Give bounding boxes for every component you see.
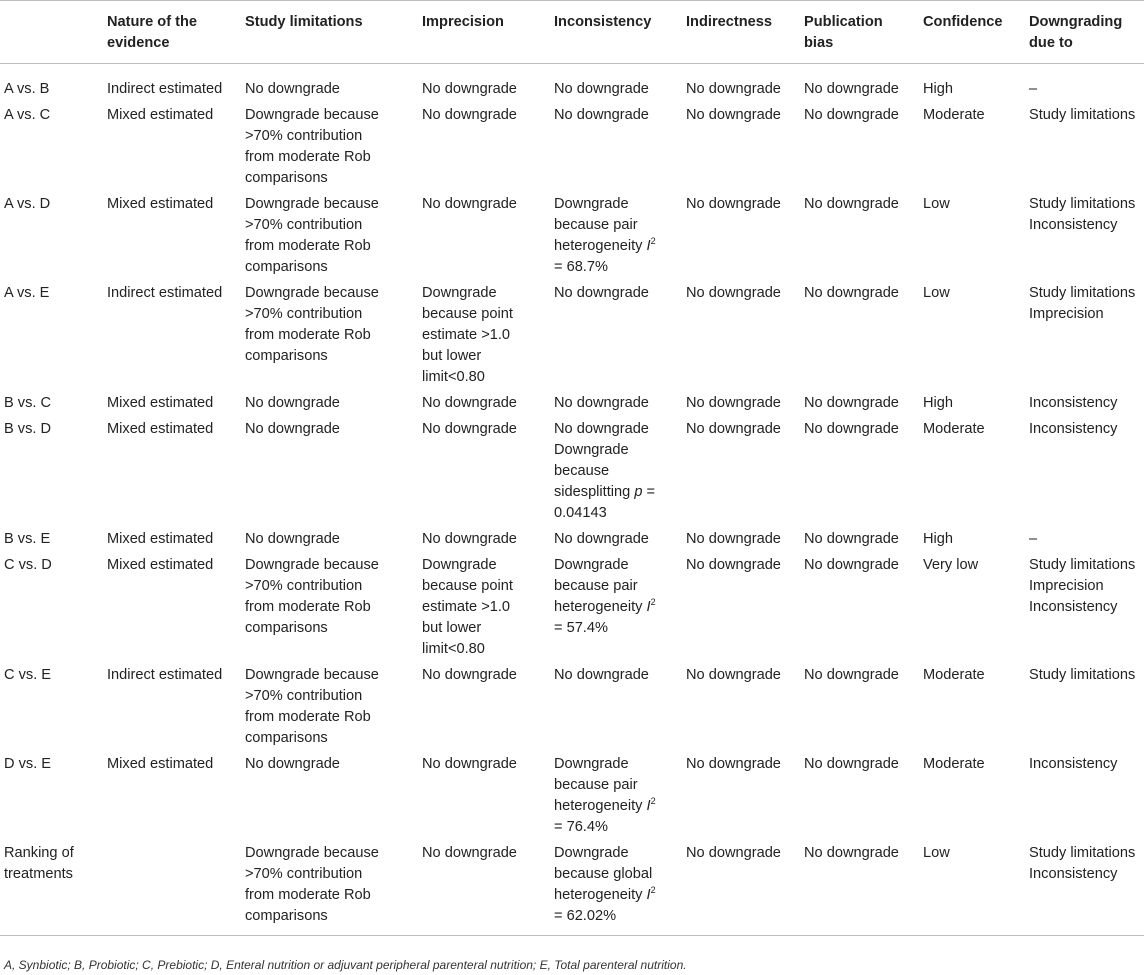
cell-imprecision <box>422 103 554 192</box>
cell-text: C vs. E <box>4 667 52 683</box>
cell-text: comparisons <box>245 348 328 364</box>
cell-text: No downgrade <box>422 81 517 97</box>
cell-text: No downgrade <box>554 667 649 683</box>
cell-text: from moderate Rob <box>245 149 371 165</box>
cell-publication-bias <box>804 417 923 527</box>
cell-blank <box>0 417 107 527</box>
cell-downgrading-due-to <box>1029 281 1144 391</box>
cell-text: No downgrade <box>422 531 517 547</box>
column-header-publication-bias <box>804 1 923 64</box>
column-header-inconsistency <box>554 1 686 64</box>
cell-nature-of-the-evidence <box>107 417 245 527</box>
cell-text: Mixed estimated <box>107 421 214 437</box>
cell-text: No downgrade <box>554 285 649 301</box>
table-row <box>0 841 1144 936</box>
cell-blank <box>0 391 107 417</box>
cell-text: Downgrade because <box>245 557 379 573</box>
cell-text: No downgrade <box>804 81 899 97</box>
cell-text: >70% contribution <box>245 306 363 322</box>
cell-nature-of-the-evidence <box>107 391 245 417</box>
cell-text: No downgrade <box>245 395 340 411</box>
cell-text: No downgrade <box>422 421 517 437</box>
cell-imprecision <box>422 417 554 527</box>
cell-text: Moderate <box>923 756 985 772</box>
cell-confidence <box>923 417 1029 527</box>
cell-text: – <box>1029 531 1038 547</box>
cell-text: Inconsistency <box>1029 756 1118 772</box>
header-text: Nature of the <box>107 14 197 30</box>
cell-study-limitations <box>245 64 422 104</box>
table-row <box>0 391 1144 417</box>
cell-confidence <box>923 64 1029 104</box>
cell-text: Moderate <box>923 421 985 437</box>
cell-text: because pair <box>554 578 638 594</box>
cell-blank <box>0 192 107 281</box>
cell-text: Imprecision <box>1029 306 1104 322</box>
cell-text: No downgrade <box>245 421 340 437</box>
cell-text: = 68.7% <box>554 259 608 275</box>
cell-text: because global <box>554 866 653 882</box>
cell-text: limit<0.80 <box>422 641 485 657</box>
cell-inconsistency <box>554 417 686 527</box>
column-header-confidence <box>923 1 1029 64</box>
cell-text: Downgrade <box>422 285 497 301</box>
cell-text: Downgrade because <box>245 285 379 301</box>
cell-text: because pair <box>554 777 638 793</box>
cell-text: Study limitations <box>1029 107 1136 123</box>
cell-text: No downgrade <box>422 196 517 212</box>
table-row <box>0 553 1144 663</box>
cell-downgrading-due-to <box>1029 417 1144 527</box>
cell-text: Very low <box>923 557 979 573</box>
cell-text: because point <box>422 306 513 322</box>
cell-text: Mixed estimated <box>107 196 214 212</box>
cell-text: No downgrade <box>554 395 649 411</box>
cell-text: = 62.02% <box>554 908 617 924</box>
cell-nature-of-the-evidence <box>107 527 245 553</box>
cell-text: heterogeneity $I^2$ <box>554 236 656 254</box>
cell-imprecision <box>422 553 554 663</box>
cell-text: No downgrade <box>804 285 899 301</box>
cell-text: Inconsistency <box>1029 217 1118 233</box>
cell-text: Study limitations <box>1029 845 1136 861</box>
cell-text: A vs. C <box>4 107 51 123</box>
cell-inconsistency <box>554 553 686 663</box>
cell-text: but lower <box>422 348 482 364</box>
cell-text: Inconsistency <box>1029 866 1118 882</box>
cell-text: >70% contribution <box>245 217 363 233</box>
cell-text: from moderate Rob <box>245 887 371 903</box>
cell-text: Downgrade because <box>245 107 379 123</box>
cell-text: No downgrade <box>422 107 517 123</box>
cell-indirectness <box>686 553 804 663</box>
cell-publication-bias <box>804 663 923 752</box>
cell-text: >70% contribution <box>245 578 363 594</box>
cell-text: comparisons <box>245 620 328 636</box>
cell-text: Study limitations <box>1029 667 1136 683</box>
cell-imprecision <box>422 841 554 936</box>
cell-text: >70% contribution <box>245 128 363 144</box>
cell-text: No downgrade <box>686 421 781 437</box>
cell-text: No downgrade <box>804 395 899 411</box>
cell-text: No downgrade <box>422 395 517 411</box>
cell-nature-of-the-evidence <box>107 64 245 104</box>
cell-indirectness <box>686 417 804 527</box>
cell-text: Inconsistency <box>1029 421 1118 437</box>
cell-text: >70% contribution <box>245 688 363 704</box>
cell-text: Study limitations <box>1029 557 1136 573</box>
table-row <box>0 192 1144 281</box>
cell-text: No downgrade <box>804 107 899 123</box>
cell-inconsistency <box>554 103 686 192</box>
cell-study-limitations <box>245 553 422 663</box>
header-text: Imprecision <box>422 14 504 30</box>
cell-text: No downgrade <box>686 196 781 212</box>
cell-text: Mixed estimated <box>107 756 214 772</box>
cell-text: comparisons <box>245 170 328 186</box>
cell-confidence <box>923 527 1029 553</box>
header-text: Indirectness <box>686 14 772 30</box>
cell-inconsistency <box>554 64 686 104</box>
cell-text: No downgrade <box>554 421 649 437</box>
cell-text: Mixed estimated <box>107 557 214 573</box>
column-header-downgrading-due-to <box>1029 1 1144 64</box>
cell-text: sidesplitting p = <box>554 484 656 500</box>
cell-indirectness <box>686 527 804 553</box>
table-row <box>0 281 1144 391</box>
cell-imprecision <box>422 64 554 104</box>
cell-text: No downgrade <box>804 196 899 212</box>
cell-publication-bias <box>804 553 923 663</box>
cell-confidence <box>923 553 1029 663</box>
cell-text: No downgrade <box>804 845 899 861</box>
cell-text: Mixed estimated <box>107 395 214 411</box>
cell-publication-bias <box>804 527 923 553</box>
cell-text: Low <box>923 285 950 301</box>
table-header <box>0 1 1144 64</box>
header-text: due to <box>1029 35 1073 51</box>
cell-text: No downgrade <box>554 531 649 547</box>
cell-text: Downgrade because <box>245 845 379 861</box>
cell-text: No downgrade <box>804 421 899 437</box>
cell-confidence <box>923 841 1029 936</box>
cell-text: = 76.4% <box>554 819 608 835</box>
cell-study-limitations <box>245 281 422 391</box>
cell-text: C vs. D <box>4 557 52 573</box>
cell-text: Indirect estimated <box>107 285 223 301</box>
cell-text: from moderate Rob <box>245 599 371 615</box>
cell-text: from moderate Rob <box>245 238 371 254</box>
cell-study-limitations <box>245 527 422 553</box>
table-body <box>0 64 1144 936</box>
cell-text: No downgrade <box>686 756 781 772</box>
column-header-nature-of-the-evidence <box>107 1 245 64</box>
cell-study-limitations <box>245 752 422 841</box>
cell-downgrading-due-to <box>1029 527 1144 553</box>
cell-downgrading-due-to <box>1029 103 1144 192</box>
cell-text: No downgrade <box>245 81 340 97</box>
cell-indirectness <box>686 281 804 391</box>
cell-text: Inconsistency <box>1029 395 1118 411</box>
cell-text: Mixed estimated <box>107 531 214 547</box>
cell-inconsistency <box>554 192 686 281</box>
cell-text: No downgrade <box>686 285 781 301</box>
cell-blank <box>0 553 107 663</box>
cell-text: No downgrade <box>422 667 517 683</box>
cell-text: comparisons <box>245 730 328 746</box>
cell-text: 0.04143 <box>554 505 607 521</box>
cell-text: Mixed estimated <box>107 107 214 123</box>
cell-text: No downgrade <box>686 667 781 683</box>
cell-blank <box>0 752 107 841</box>
cell-text: No downgrade <box>804 756 899 772</box>
cell-text: Downgrade <box>554 442 629 458</box>
cell-text: No downgrade <box>686 557 781 573</box>
cell-text: No downgrade <box>804 557 899 573</box>
cell-confidence <box>923 752 1029 841</box>
cell-nature-of-the-evidence <box>107 192 245 281</box>
cell-text: limit<0.80 <box>422 369 485 385</box>
cell-text: estimate >1.0 <box>422 327 511 343</box>
cell-text: Downgrade <box>422 557 497 573</box>
cell-text: Inconsistency <box>1029 599 1118 615</box>
cell-text: from moderate Rob <box>245 709 371 725</box>
cell-study-limitations <box>245 417 422 527</box>
cell-downgrading-due-to <box>1029 192 1144 281</box>
cell-publication-bias <box>804 391 923 417</box>
cell-text: No downgrade <box>554 81 649 97</box>
cell-nature-of-the-evidence <box>107 663 245 752</box>
cell-text: No downgrade <box>686 531 781 547</box>
cell-blank <box>0 663 107 752</box>
cell-text: No downgrade <box>422 845 517 861</box>
cell-study-limitations <box>245 841 422 936</box>
cell-text: Downgrade <box>554 557 629 573</box>
cell-publication-bias <box>804 752 923 841</box>
cell-imprecision <box>422 391 554 417</box>
cell-indirectness <box>686 391 804 417</box>
cell-imprecision <box>422 752 554 841</box>
cell-text: Low <box>923 196 950 212</box>
cell-nature-of-the-evidence <box>107 841 245 936</box>
cell-text: No downgrade <box>245 756 340 772</box>
header-text: Study limitations <box>245 14 363 30</box>
cell-downgrading-due-to <box>1029 553 1144 663</box>
column-header-imprecision <box>422 1 554 64</box>
cell-inconsistency <box>554 391 686 417</box>
cell-text: Low <box>923 845 950 861</box>
cell-text: Moderate <box>923 667 985 683</box>
cell-text: Downgrade <box>554 196 629 212</box>
cell-text: Ranking of <box>4 845 74 861</box>
cell-nature-of-the-evidence <box>107 553 245 663</box>
cell-indirectness <box>686 841 804 936</box>
cell-imprecision <box>422 192 554 281</box>
column-header-indirectness <box>686 1 804 64</box>
cell-text: No downgrade <box>804 667 899 683</box>
cell-text: because point <box>422 578 513 594</box>
table-row <box>0 417 1144 527</box>
cell-publication-bias <box>804 192 923 281</box>
cell-indirectness <box>686 103 804 192</box>
header-text: Confidence <box>923 14 1003 30</box>
cell-text: from moderate Rob <box>245 327 371 343</box>
cell-downgrading-due-to <box>1029 391 1144 417</box>
cell-text: No downgrade <box>686 845 781 861</box>
cell-text: A vs. D <box>4 196 51 212</box>
cell-text: >70% contribution <box>245 866 363 882</box>
cell-indirectness <box>686 192 804 281</box>
cell-inconsistency <box>554 841 686 936</box>
cell-text: but lower <box>422 620 482 636</box>
column-header-blank <box>0 1 107 64</box>
cell-study-limitations <box>245 103 422 192</box>
cell-blank <box>0 527 107 553</box>
table-row <box>0 64 1144 104</box>
cell-text: because <box>554 463 610 479</box>
cell-imprecision <box>422 281 554 391</box>
cell-confidence <box>923 663 1029 752</box>
cell-blank <box>0 841 107 936</box>
cell-indirectness <box>686 752 804 841</box>
cell-text: Indirect estimated <box>107 81 223 97</box>
cell-text: – <box>1029 81 1038 97</box>
cell-indirectness <box>686 663 804 752</box>
cell-confidence <box>923 281 1029 391</box>
cell-text: Downgrade because <box>245 667 379 683</box>
cell-text: B vs. D <box>4 421 52 437</box>
cell-text: Downgrade because <box>245 196 379 212</box>
table-row <box>0 663 1144 752</box>
cell-downgrading-due-to <box>1029 752 1144 841</box>
cell-inconsistency <box>554 527 686 553</box>
cell-text: No downgrade <box>554 107 649 123</box>
cell-study-limitations <box>245 663 422 752</box>
cell-nature-of-the-evidence <box>107 103 245 192</box>
cell-downgrading-due-to <box>1029 64 1144 104</box>
cell-text: Study limitations <box>1029 196 1136 212</box>
cell-study-limitations <box>245 391 422 417</box>
cell-text: No downgrade <box>245 531 340 547</box>
header-text: Inconsistency <box>554 14 652 30</box>
cell-imprecision <box>422 527 554 553</box>
cell-text: heterogeneity $I^2$ <box>554 885 656 903</box>
cell-text: treatments <box>4 866 73 882</box>
cell-inconsistency <box>554 752 686 841</box>
header-text: Downgrading <box>1029 14 1123 30</box>
cell-imprecision <box>422 663 554 752</box>
cell-text: Downgrade <box>554 756 629 772</box>
table-row <box>0 527 1144 553</box>
cell-text: A vs. B <box>4 81 50 97</box>
cell-publication-bias <box>804 64 923 104</box>
cell-inconsistency <box>554 281 686 391</box>
cell-downgrading-due-to <box>1029 663 1144 752</box>
cell-text: High <box>923 81 954 97</box>
table-row <box>0 103 1144 192</box>
cell-text: comparisons <box>245 259 328 275</box>
cell-indirectness <box>686 64 804 104</box>
column-header-study-limitations <box>245 1 422 64</box>
cell-text: High <box>923 395 954 411</box>
cell-text: No downgrade <box>686 395 781 411</box>
cell-text: = 57.4% <box>554 620 608 636</box>
cell-text: A vs. E <box>4 285 50 301</box>
cell-text: High <box>923 531 954 547</box>
cell-text: B vs. C <box>4 395 52 411</box>
cell-text: estimate >1.0 <box>422 599 511 615</box>
cell-text: B vs. E <box>4 531 51 547</box>
cell-text: Imprecision <box>1029 578 1104 594</box>
cell-text: No downgrade <box>422 756 517 772</box>
header-row <box>0 1 1144 64</box>
cell-text: heterogeneity $I^2$ <box>554 597 656 615</box>
cell-blank <box>0 281 107 391</box>
cell-text: No downgrade <box>686 81 781 97</box>
cell-confidence <box>923 103 1029 192</box>
cell-blank <box>0 64 107 104</box>
table-footnote: A, Synbiotic; B, Probiotic; C, Prebiotic; D, Enteral nutrition or adjuvant peripheral parenteral nutrition; E, Total parenteral nutrition. <box>4 958 687 972</box>
header-text: Publication <box>804 14 883 30</box>
cell-nature-of-the-evidence <box>107 752 245 841</box>
cell-publication-bias <box>804 281 923 391</box>
header-text: evidence <box>107 35 170 51</box>
table-row <box>0 752 1144 841</box>
cell-text: Moderate <box>923 107 985 123</box>
cell-text: comparisons <box>245 908 328 924</box>
cell-text: Indirect estimated <box>107 667 223 683</box>
cell-downgrading-due-to <box>1029 841 1144 936</box>
header-text: bias <box>804 35 834 51</box>
cell-text: D vs. E <box>4 756 52 772</box>
cell-text: No downgrade <box>686 107 781 123</box>
cell-confidence <box>923 192 1029 281</box>
cell-nature-of-the-evidence <box>107 281 245 391</box>
cell-inconsistency <box>554 663 686 752</box>
cell-text: heterogeneity $I^2$ <box>554 796 656 814</box>
cell-publication-bias <box>804 103 923 192</box>
cell-publication-bias <box>804 841 923 936</box>
cell-text: because pair <box>554 217 638 233</box>
cell-blank <box>0 103 107 192</box>
cell-text: No downgrade <box>804 531 899 547</box>
cell-study-limitations <box>245 192 422 281</box>
cell-text: Study limitations <box>1029 285 1136 301</box>
cell-text: Downgrade <box>554 845 629 861</box>
cell-confidence <box>923 391 1029 417</box>
